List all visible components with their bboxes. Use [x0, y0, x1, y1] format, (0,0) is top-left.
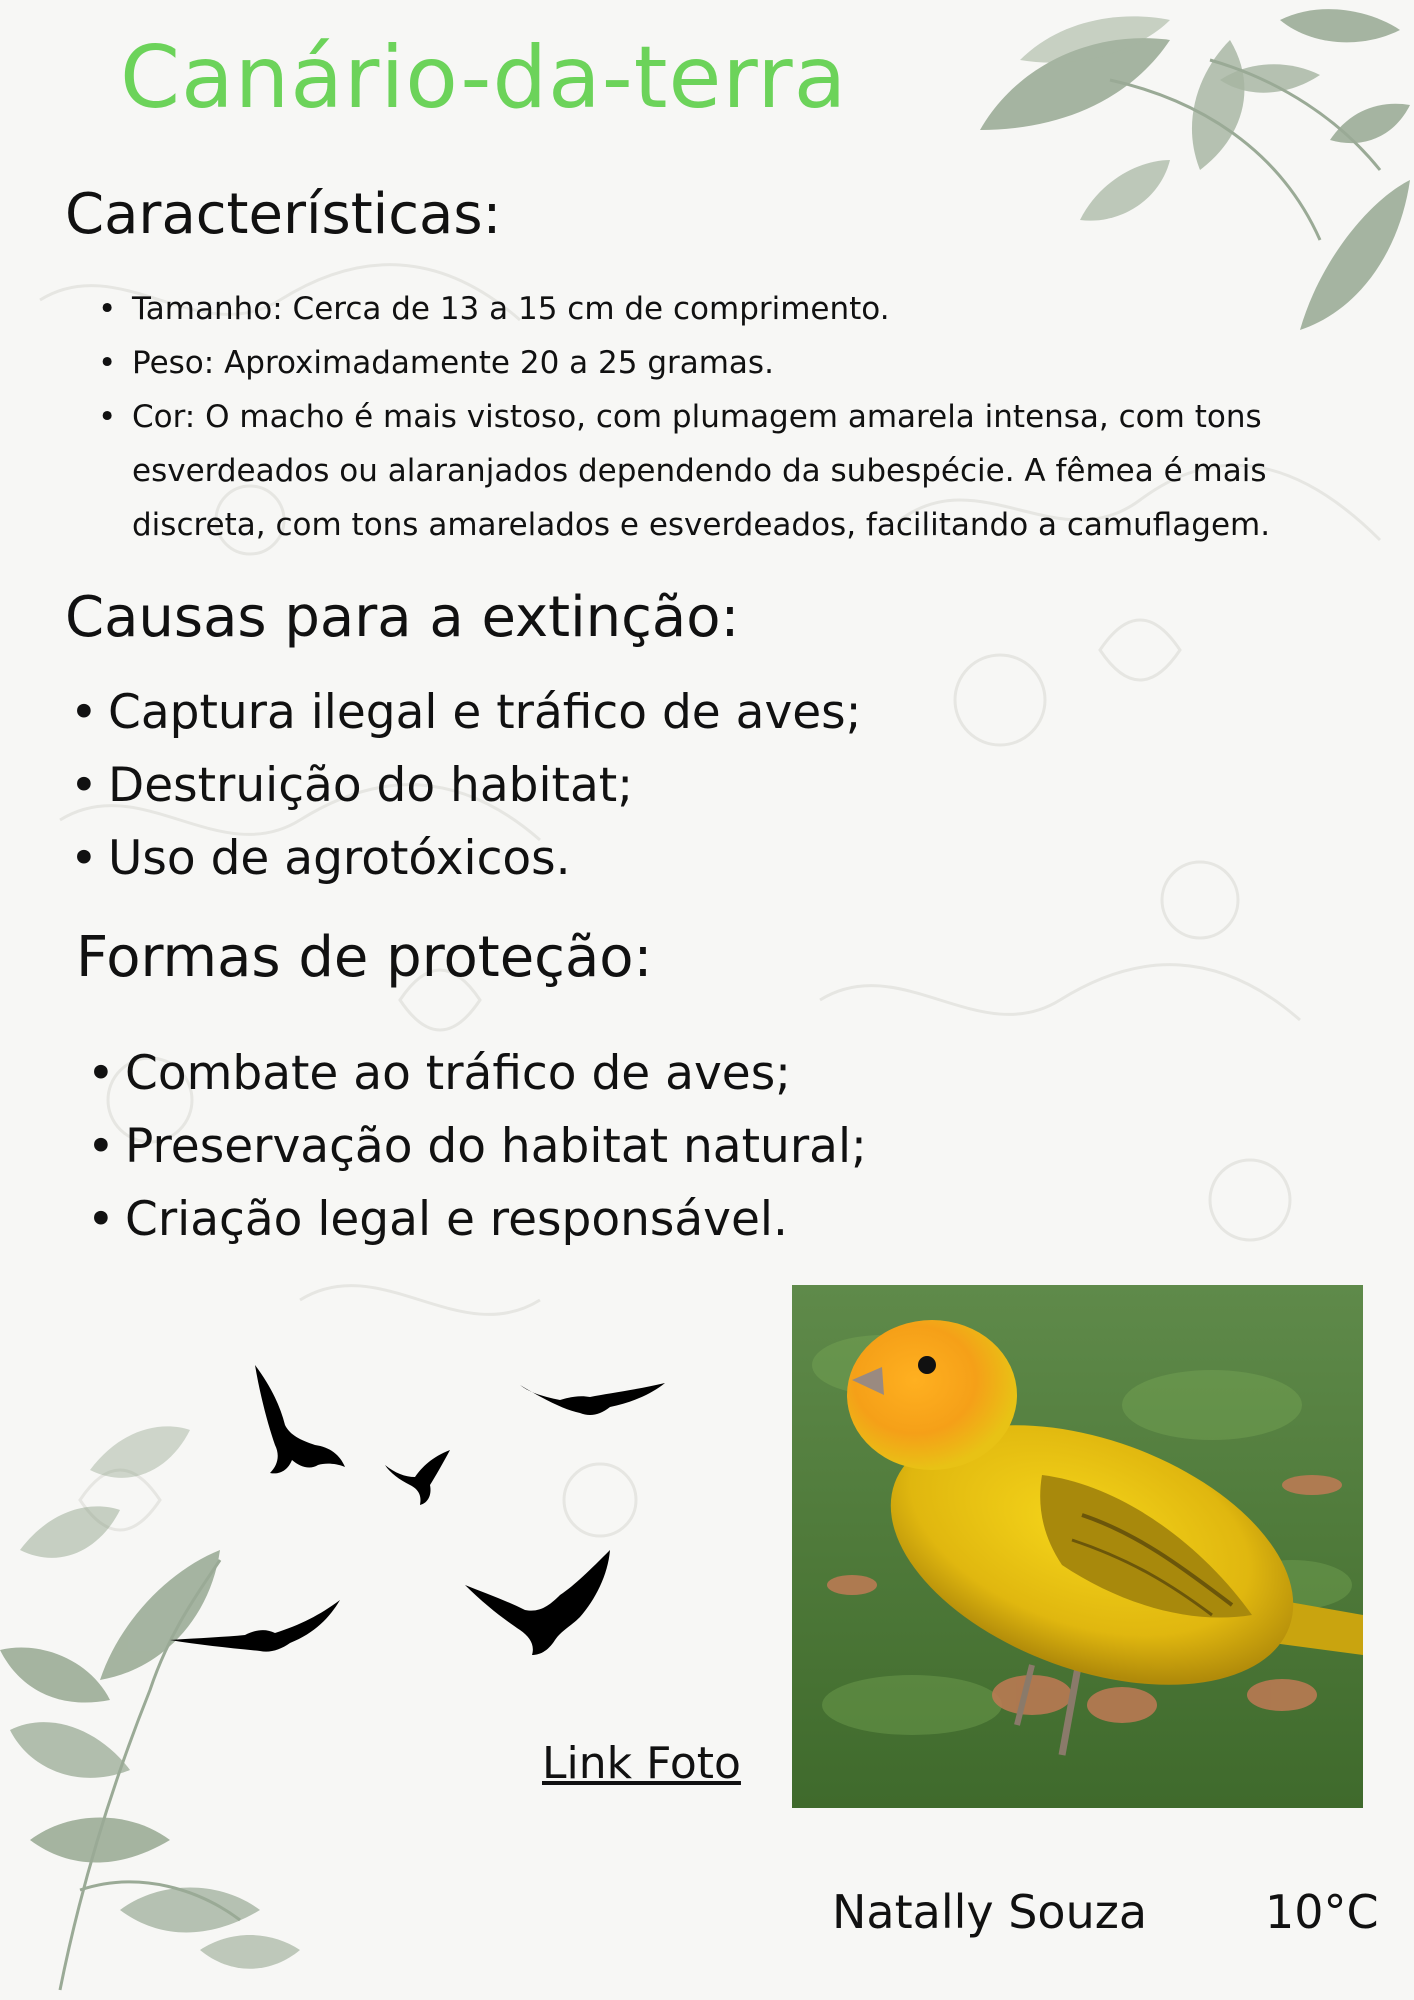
list-item: • Destruição do habitat; [108, 749, 862, 822]
protection-heading: Formas de proteção: [76, 925, 653, 990]
bird-silhouette [255, 1365, 345, 1473]
photo-link[interactable]: Link Foto [542, 1738, 741, 1789]
characteristics-list [132, 282, 1402, 552]
bird-silhouette [170, 1600, 340, 1652]
characteristics-heading: Características: [65, 182, 502, 247]
bird-silhouette [465, 1550, 610, 1655]
list-item: • Preservação do habitat natural; [125, 1110, 867, 1183]
flying-birds-illustration [170, 1355, 690, 1675]
list-item: • Cor: O macho é mais vistoso, com plumagem amarela intensa, com tons esverdeados ou alaranjados dependendo da subespécie. A fêmea é mais discreta, com tons amarelados e esverdeados, facilitando a camuflagem. [132, 390, 1402, 552]
author-name: Natally Souza [832, 1885, 1148, 1939]
canary-photo [792, 1285, 1363, 1808]
bird-silhouette [385, 1450, 450, 1505]
list-item: • Criação legal e responsável. [125, 1183, 867, 1256]
list-item: • Uso de agrotóxicos. [108, 822, 862, 895]
page-title: Canário-da-terra [120, 28, 848, 128]
list-item: • Tamanho: Cerca de 13 a 15 cm de comprimento. [132, 282, 1402, 336]
list-item: • Combate ao tráfico de aves; [125, 1037, 867, 1110]
class-label: 10°C [1265, 1885, 1379, 1939]
list-item: • Peso: Aproximadamente 20 a 25 gramas. [132, 336, 1402, 390]
causes-list [108, 676, 862, 895]
list-item: • Captura ilegal e tráfico de aves; [108, 676, 862, 749]
bird-silhouette [520, 1383, 665, 1415]
causes-heading: Causas para a extinção: [65, 585, 740, 650]
protection-list [125, 1037, 867, 1256]
